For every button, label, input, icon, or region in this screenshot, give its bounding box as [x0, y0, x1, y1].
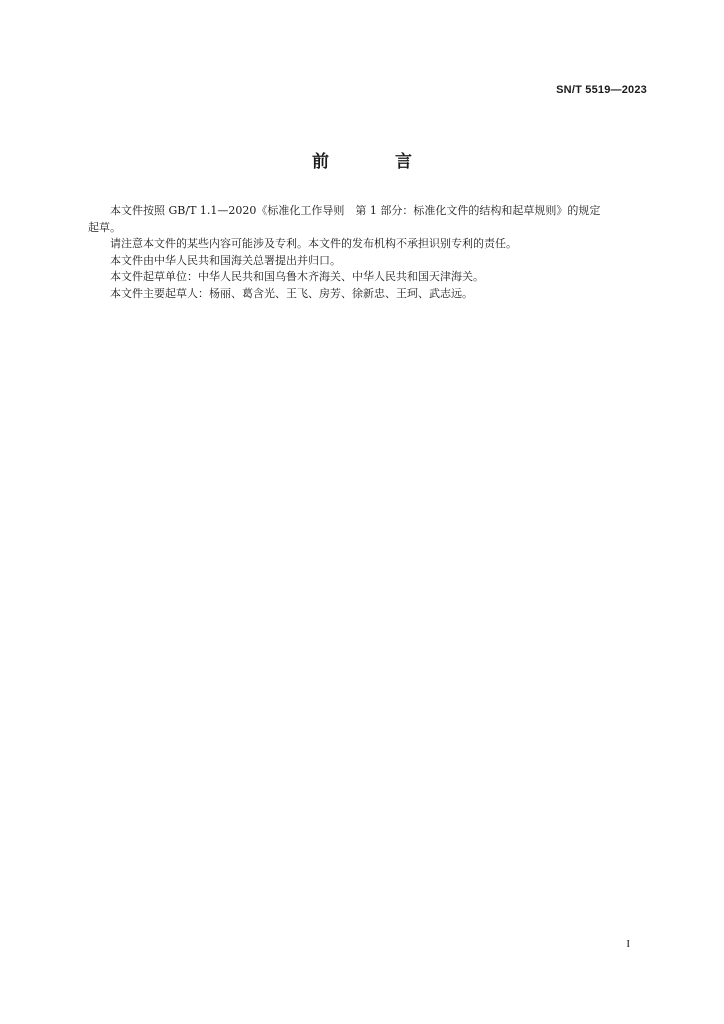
- paragraph-drafters: 本文件主要起草人：杨丽、葛含光、王飞、房芳、徐新忠、王珂、武志远。: [110, 286, 473, 300]
- page-title: 前 言: [312, 152, 442, 172]
- paragraph-drafting-rules: [88, 203, 650, 236]
- standard-number: SN/T 5519—2023: [556, 84, 647, 96]
- paragraph-line: 起草。: [88, 220, 121, 234]
- paragraph-line: 本文件按照 GB/T 1.1—2020《标准化工作导则 第 1 部分：标准化文件的结构和起草规则》的规定: [110, 204, 601, 217]
- page-number: I: [626, 938, 630, 950]
- paragraph-patent-notice: 请注意本文件的某些内容可能涉及专利。本文件的发布机构不承担识别专利的责任。: [110, 237, 517, 250]
- paragraph-drafting-units: 本文件起草单位：中华人民共和国乌鲁木齐海关、中华人民共和国天津海关。: [110, 270, 484, 283]
- foreword-body: [88, 203, 650, 302]
- paragraph-proposer: 本文件由中华人民共和国海关总署提出并归口。: [110, 253, 341, 267]
